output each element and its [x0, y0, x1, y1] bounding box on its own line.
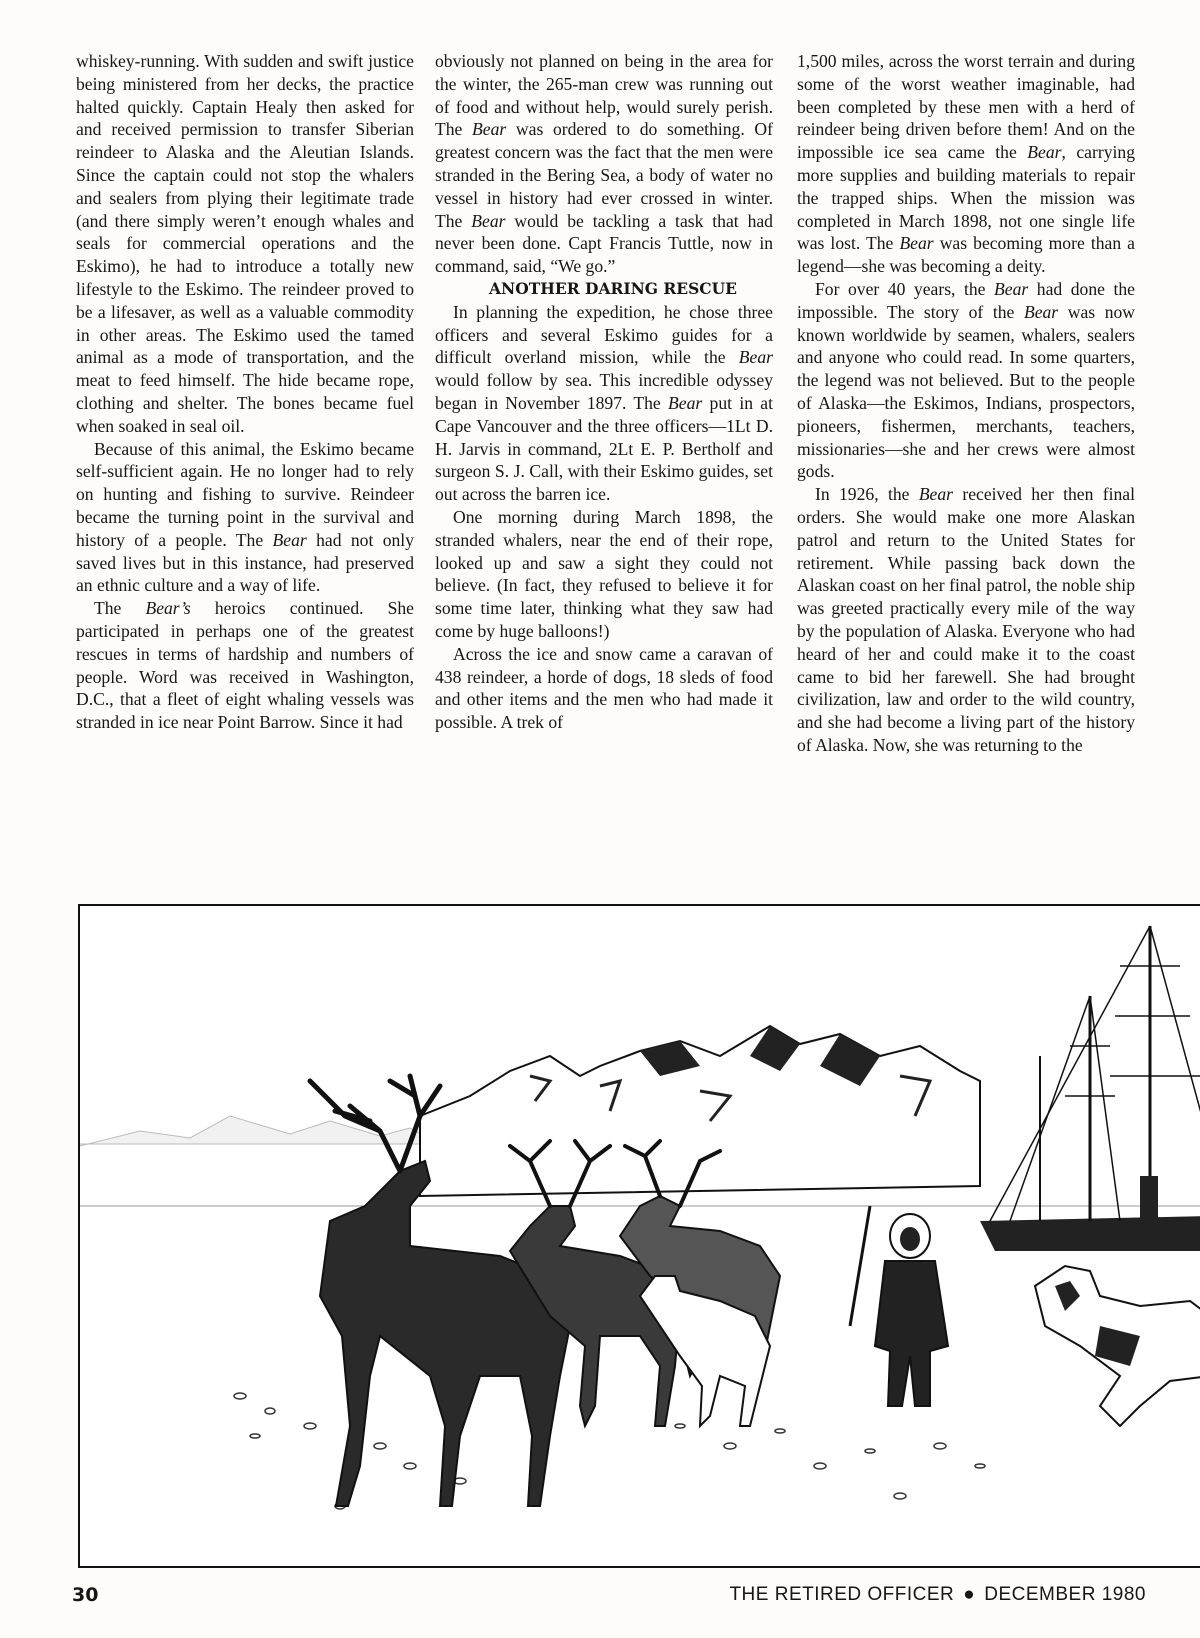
- article-column-2: [435, 50, 773, 734]
- article-column-3: [797, 50, 1135, 757]
- eskimo-figure-icon: [850, 1206, 948, 1406]
- paragraph: Across the ice and snow came a caravan of 438 reindeer, a horde of dogs, 18 sleds of food and other items and the men who had made it possible. A trek of: [435, 643, 773, 733]
- ship-icon: [980, 926, 1200, 1251]
- illustration-drawing: [80, 906, 1200, 1566]
- sled-dog-icon: [1035, 1266, 1200, 1426]
- bullet-separator: ●: [963, 1584, 976, 1605]
- article-column-1: [76, 50, 414, 734]
- journal-footer: [729, 1584, 1146, 1606]
- paragraph: Because of this animal, the Eskimo became self-sufficient again. He no longer had to rely on hunting and fishing to survive. Reindeer became the turning point in the survival and history of a people. The Bear had not only saved lives but in this instance, had preserved an ethnic culture and a way of life.: [76, 438, 414, 596]
- page-number: 30: [72, 1584, 99, 1606]
- paragraph: In 1926, the Bear received her then final orders. She would make one more Alaskan patrol and return to the United States for retirement. While passing back down the Alaskan coast on her final patrol, the noble ship was greeted practically every mile of the way by the population of Alaska. Everyone who had heard of her and could make it to the coast came to bid her farewell. She had brought civilization, law and order to the wild country, and she had become a living part of the history of Alaska. Now, she was returning to the: [797, 484, 1136, 755]
- issue-date: DECEMBER 1980: [984, 1584, 1146, 1605]
- paragraph: obviously not planned on being in the area for the winter, the 265-man crew was running out of food and without help, would surely perish. The Bear was ordered to do something. Of greatest concern was the fact that the men were stranded in the Bering Sea, a body of water no vessel in history had ever crossed in winter. The Bear would be tackling a task that had never been done. Capt Francis Tuttle, now in command, said, “We go.”: [435, 51, 773, 277]
- section-heading: ANOTHER DARING RESCUE: [489, 278, 737, 298]
- paragraph: One morning during March 1898, the stranded whalers, near the end of their rope, looked up and saw a sight they could not believe. (In fact, they refused to believe it for some time later, thinking what they saw had come by huge balloons!): [435, 506, 773, 641]
- journal-title: THE RETIRED OFFICER: [729, 1584, 955, 1605]
- paragraph: 1,500 miles, across the worst terrain and during some of the worst weather imaginable, had been completed by these men with a herd of reindeer being driven before them! And on the impossible ice sea came the Bear, carrying more supplies and building materials to repair the trapped ships. When the mission was completed in March 1898, not one single life was lost. The Bear was becoming more than a legend—she was becoming a deity.: [797, 51, 1135, 277]
- reindeer-illustration: [78, 904, 1200, 1568]
- paragraph: In planning the expedition, he chose three officers and several Eskimo guides for a difficult overland mission, while the Bear would follow by sea. This incredible odyssey began in November 1897. The Bear put in at Cape Vancouver and the three officers—1Lt D. H. Jarvis in command, 2Lt E. P. Bertholf and surgeon S. J. Call, with their Eskimo guides, set out across the barren ice.: [435, 301, 773, 505]
- paragraph: whiskey-running. With sudden and swift justice being ministered from her decks, the practice halted quickly. Captain Healy then asked for and received permission to transfer Siberian reindeer to Alaska and the Aleutian Islands. Since the captain could not stop the whalers and sealers from plying their legitimate trade (and there simply weren’t enough whales and seals for commercial operations and the Eskimo), he had to introduce a totally new lifestyle to the Eskimo. The reindeer proved to be a lifesaver, as well as a valuable commodity in other areas. The Eskimo used the tamed animal as a mode of transportation, and the meat to feed himself. The hide became rope, clothing and shelter. The bones became fuel when soaked in seal oil.: [76, 51, 414, 436]
- paragraph: For over 40 years, the Bear had done the impossible. The story of the Bear was now known worldwide by seamen, whalers, sealers and anyone who could read. In some quarters, the legend was not believed. But to the people of Alaska—the Eskimos, Indians, prospectors, pioneers, fishermen, merchants, teachers, missionaries—she and her crews were almost gods.: [797, 278, 1135, 482]
- paragraph: The Bear’s heroics continued. She participated in perhaps one of the greatest rescues in terms of hardship and numbers of people. Word was received in Washington, D.C., that a fleet of eight whaling vessels was stranded in ice near Point Barrow. Since it had: [76, 598, 414, 733]
